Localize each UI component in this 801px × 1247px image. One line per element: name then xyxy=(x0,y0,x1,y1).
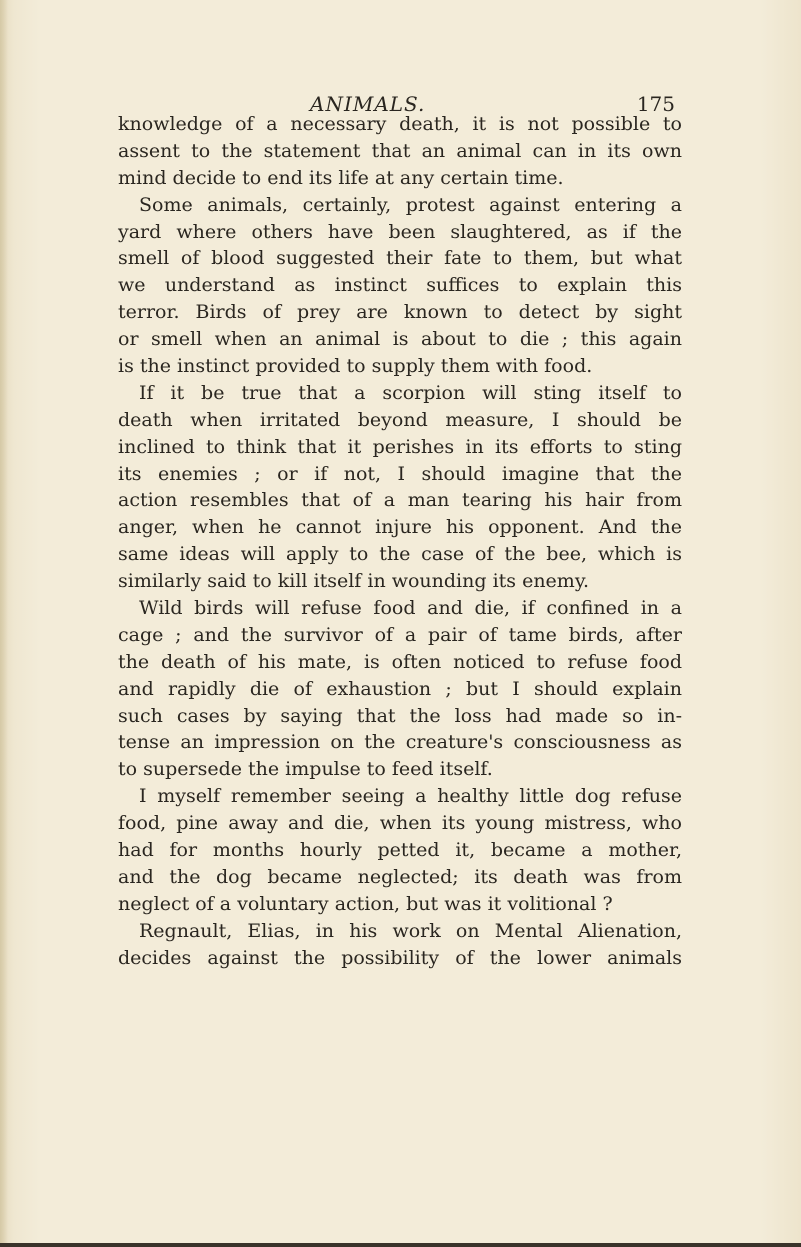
text-line: smell of blood suggested their fate to them, but what xyxy=(118,247,682,270)
text-line: tense an impression on the creature's consciousness as xyxy=(118,731,682,754)
text-line: the death of his mate, is often noticed to refuse food xyxy=(118,650,682,673)
text-line: is the instinct provided to supply them with food. xyxy=(118,355,593,378)
text-line: Some animals, certainly, protest against entering a xyxy=(139,193,682,216)
text-line: and the dog became neglected; its death was from xyxy=(118,865,682,888)
text-line: I myself remember seeing a healthy little dog refuse xyxy=(139,785,682,808)
text-line: terror. Birds of prey are known to detect by sight xyxy=(118,301,682,324)
page-number: 175 xyxy=(636,92,675,116)
text-line: to supersede the impulse to feed itself. xyxy=(118,758,493,781)
text-line: assent to the statement that an animal can in its own xyxy=(118,139,682,162)
spine-shadow xyxy=(0,0,8,1247)
page-bottom-edge xyxy=(0,1243,801,1247)
text-line: Wild birds will refuse food and die, if confined in a xyxy=(139,597,682,620)
text-line: and rapidly die of exhaustion ; but I should explain xyxy=(118,677,682,700)
text-line: such cases by saying that the loss had made so in- xyxy=(118,704,682,727)
body-text xyxy=(118,111,682,972)
text-line: cage ; and the survivor of a pair of tame birds, after xyxy=(118,623,682,646)
text-line: death when irritated beyond measure, I should be xyxy=(118,408,682,431)
text-line: its enemies ; or if not, I should imagine that the xyxy=(118,462,682,485)
text-line: inclined to think that it perishes in its efforts to sting xyxy=(118,435,682,458)
text-line: If it be true that a scorpion will sting itself to xyxy=(139,381,682,404)
text-line: same ideas will apply to the case of the bee, which is xyxy=(118,543,682,566)
running-title: ANIMALS. xyxy=(310,92,426,116)
text-line: mind decide to end its life at any certain time. xyxy=(118,166,564,189)
text-line: action resembles that of a man tearing his hair from xyxy=(118,489,682,512)
text-line: anger, when he cannot injure his opponent. And the xyxy=(118,516,682,539)
text-line: yard where others have been slaughtered, as if the xyxy=(118,220,682,243)
text-line: knowledge of a necessary death, it is not possible to xyxy=(118,113,682,135)
text-line: Regnault, Elias, in his work on Mental Alienation, xyxy=(139,919,682,942)
text-line: or smell when an animal is about to die ; this again xyxy=(118,328,682,351)
text-line: food, pine away and die, when its young mistress, who xyxy=(118,812,682,835)
text-line: neglect of a voluntary action, but was it volitional ? xyxy=(118,892,613,915)
text-line: had for months hourly petted it, became a mother, xyxy=(118,839,682,862)
text-line: similarly said to kill itself in wounding its enemy. xyxy=(118,570,590,593)
text-line: decides against the possibility of the lower animals xyxy=(118,946,682,969)
text-line: we understand as instinct suffices to explain this xyxy=(118,274,682,297)
